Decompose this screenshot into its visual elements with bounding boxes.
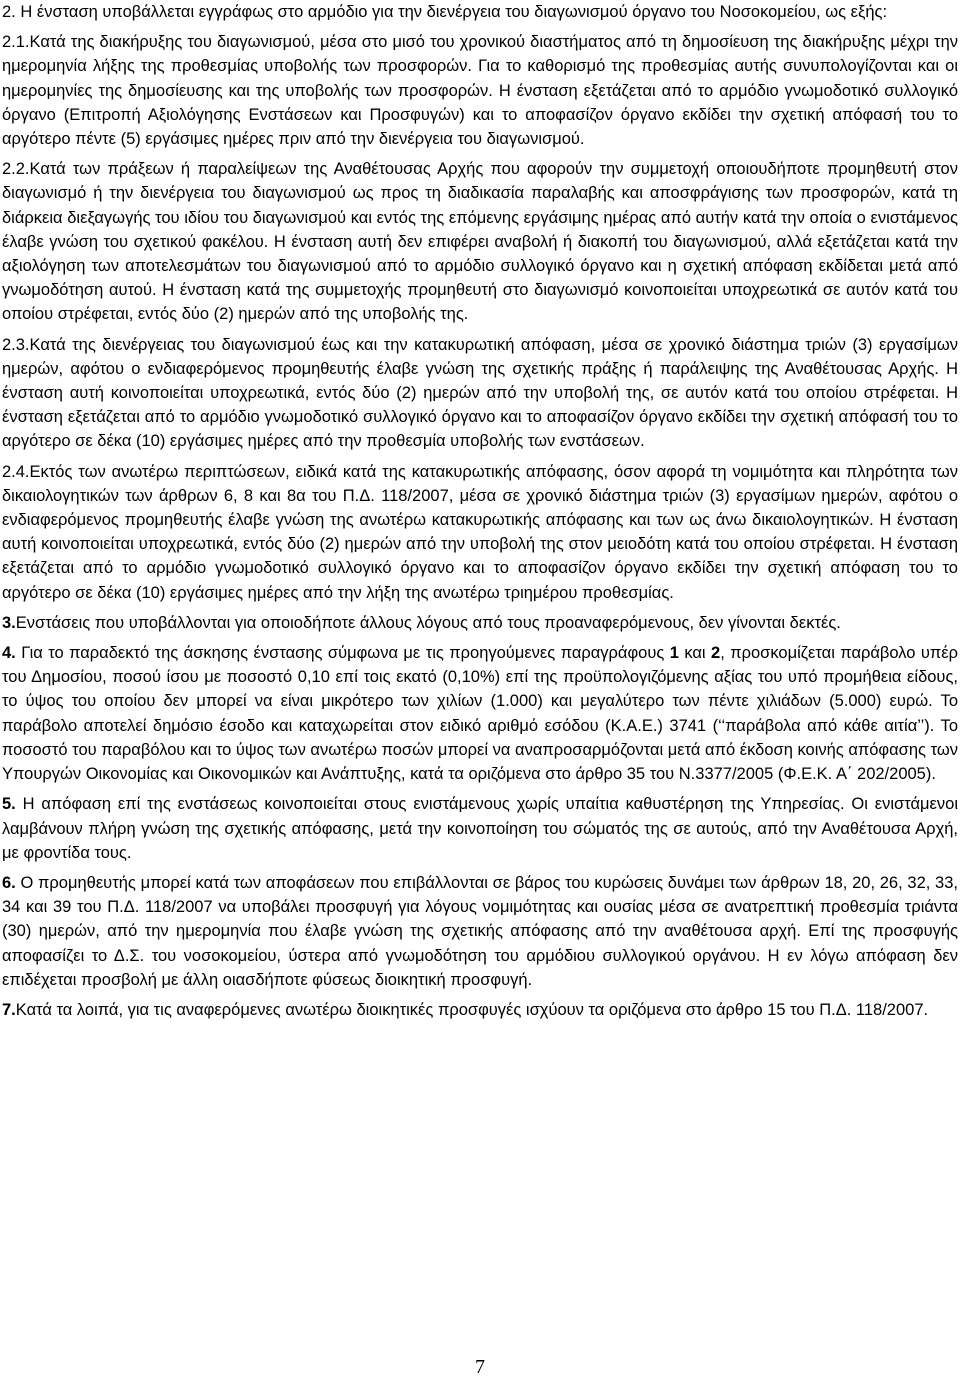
paragraph-2-1 [2,30,958,151]
document-page [2,0,958,1028]
paragraph-number: 6. [2,873,16,892]
paragraph-reference-1: 1 [669,644,679,663]
paragraph-text: και [678,644,712,663]
paragraph-4 [2,641,958,786]
paragraph-text: 2. Η ένσταση υποβάλλεται εγγράφως στο αρμόδιο για την διενέργεια του διαγωνισμού όργανο του Νοσοκομείου, ως εξής: [2,3,888,21]
paragraph-reference-2: 2 [711,644,721,663]
paragraph-number: 3. [2,613,16,632]
paragraph-5 [2,792,958,865]
paragraph-3 [2,611,958,635]
paragraph-text: 2.1.Κατά της διακήρυξης του διαγωνισμού, μέσα στο μισό του χρονικού διαστήματος από τη δημοσίευση της διακήρυξης μέχρι την ημερομηνία λήξης της προθεσμίας υποβολής των προσφορών. Για το καθορισμό της προθεσμίας αυτής συνυπολογίζονται και οι ημερομηνίες της δημοσίευσης και της υποβολής των προσφορών. Η ένσταση εξετάζεται από το αρμόδιο γνωμοδοτικό συλλογικό όργανο (Επιτροπή Αξιολόγησης Ενστάσεων και Προσφυγών) και το αποφασίζον όργανο εκδίδει την σχετική απόφασή του το αργότερο πέντε (5) εργάσιμες ημέρες πριν από την διενέργεια του διαγωνισμού. [2,33,958,149]
paragraph-text: Κατά τα λοιπά, για τις αναφερόμενες ανωτέρω διοικητικές προσφυγές ισχύουν τα οριζόμενα στο άρθρο 15 του Π.Δ. 118/2007. [15,1000,929,1019]
paragraph-text: Ο προμηθευτής μπορεί κατά των αποφάσεων που επιβάλλονται σε βάρος του κυρώσεις δυνάμει των άρθρων 18, 20, 26, 32, 33, 34 και 39 του Π.Δ. 118/2007 να υποβάλει προσφυγή για λόγους νομιμότητας και ουσίας μέσα σε ανατρεπτική προθεσμία τριάντα (30) ημερών, από την ημερομηνία που έλαβε γνώση της σχετικής απόφασης από την αναθέτουσα αρχή. Επί της προσφυγής αποφασίζει το Δ.Σ. του νοσοκομείου, ύστερα από γνωμοδότηση του αρμόδιου συλλογικού οργάνου. Η εν λόγω απόφαση δεν επιδέχεται προσβολή με άλλη οιασδήποτε φύσεως διοικητική προσφυγή. [2,873,958,989]
paragraph-text: Ενστάσεις που υποβάλλονται για οποιοδήποτε άλλους λόγους από τους προαναφερόμενους, δεν γίνονται δεκτές. [15,613,841,632]
paragraph-7 [2,998,958,1022]
paragraph-2-intro [2,0,958,24]
paragraph-2-3 [2,333,958,454]
paragraph-text: 2.2.Κατά των πράξεων ή παραλείψεων της Αναθέτουσας Αρχής που αφορούν την συμμετοχή οποιουδήποτε προμηθευτή στον διαγωνισμό ή την διενέργεια του διαγωνισμού ως προς τη διαδικασία παραλαβής και αποσφράγισης των προσφορών, κατά τη διάρκεια διεξαγωγής του ιδίου του διαγωνισμού και εντός της επόμενης εργάσιμης ημέρας από αυτήν κατά την οποία ο ενιστάμενος έλαβε γνώση του σχετικού φακέλου. Η ένσταση αυτή δεν επιφέρει αναβολή ή διακοπή του διαγωνισμού, αλλά εξετάζεται κατά την αξιολόγηση των αποτελεσμάτων του διαγωνισμού από το αρμόδιο συλλογικό όργανο και η σχετική απόφαση εκδίδεται μετά από γνωμοδότηση αυτού. Η ένσταση κατά της συμμετοχής προμηθευτή στο διαγωνισμό κοινοποιείται υποχρεωτικά σε αυτόν κατά του οποίου στρέφεται, εντός δύο (2) ημερών από της υποβολής της. [2,160,958,324]
paragraph-number: 4. [2,644,16,663]
paragraph-number: 5. [2,795,16,814]
paragraph-text: 2.4.Εκτός των ανωτέρω περιπτώσεων, ειδικά κατά της κατακυρωτικής απόφασης, όσον αφορά τη νομιμότητα και πληρότητα των δικαιολογητικών των άρθρων 6, 8 και 8α του Π.Δ. 118/2007, μέσα σε χρονικό διάστημα τριών (3) εργασίμων ημερών, αφότου ο ενδιαφερόμενος προμηθευτής έλαβε γνώση της ανωτέρω κατακυρωτικής απόφασης και των ως άνω δικαιολογητικών. Η ένσταση αυτή κοινοποιείται υποχρεωτικά, εντός δύο (2) ημερών από την υποβολή της στον μειοδότη κατά του οποίου στρέφεται. Η ένσταση εξετάζεται από το αρμόδιο γνωμοδοτικό συλλογικό όργανο και το αποφασίζον όργανο εκδίδει την σχετική απόφαση του το αργότερο σε δέκα (10) εργάσιμες ημέρες από την λήξη της ανωτέρω τριημέρου προθεσμίας. [2,462,958,602]
page-number: 7 [475,1356,485,1378]
paragraph-6 [2,871,958,992]
paragraph-text: Η απόφαση επί της ενστάσεως κοινοποιείται στους ενιστάμενους χωρίς υπαίτια καθυστέρηση της Υπηρεσίας. Οι ενιστάμενοι λαμβάνουν πλήρη γνώση της σχετικής απόφασης, μετά την κοινοποίηση του σώματός της σε αυτούς, από την Αναθέτουσα Αρχή, με φροντίδα τους. [2,795,958,862]
paragraph-text: Για το παραδεκτό της άσκησης ένστασης σύμφωνα με τις προηγούμενες παραγράφους [15,644,670,663]
paragraph-text: , προσκομίζεται παράβολο υπέρ του Δημοσίου, ποσού ίσου με ποσοστό 0,10 επί τοις εκατό (0,10%) επί της προϋπολογιζόμενης αξίας του υπό προμήθεια είδους, το ύψος του οποίου δεν μπορεί να είναι μικρότερο των χιλίων (1.000) και μεγαλύτερο των πέντε χιλιάδων (5.000) ευρώ. Το παράβολο αποτελεί δημόσιο έσοδο και καταχωρείται στον ειδικό αριθμό εσόδου (Κ.Α.Ε.) 3741 (‘‘παράβολα από κάθε αιτία’’). Το ποσοστό του παραβόλου και το ύψος των ανωτέρω ποσών μπορεί να αναπροσαρμόζονται μετά από έκδοση κοινής απόφασης των Υπουργών Οικονομίας και Οικονομικών και Ανάπτυξης, κατά τα οριζόμενα στο άρθρο 35 του Ν.3377/2005 (Φ.Ε.Κ. Α΄ 202/2005). [2,644,959,784]
paragraph-2-2 [2,157,958,326]
paragraph-2-4 [2,460,958,605]
paragraph-number: 7. [2,1000,16,1019]
paragraph-text: 2.3.Κατά της διενέργειας του διαγωνισμού έως και την κατακυρωτική απόφαση, μέσα σε χρονικό διάστημα τριών (3) εργασίμων ημερών, αφότου ο ενδιαφερόμενος προμηθευτής έλαβε γνώση της σχετικής πράξης ή παράλειψης της Αναθέτουσας Αρχής. Η ένσταση αυτή κοινοποιείται υποχρεωτικά, εντός δύο (2) ημερών από την υποβολή της, σε αυτόν κατά του οποίου στρέφεται. Η ένσταση εξετάζεται από το αρμόδιο γνωμοδοτικό συλλογικό όργανο και το αποφασίζον όργανο εκδίδει την σχετική απόφασή του το αργότερο σε δέκα (10) εργάσιμες ημέρες από την προθεσμία υποβολής των ενστάσεων. [2,335,958,451]
